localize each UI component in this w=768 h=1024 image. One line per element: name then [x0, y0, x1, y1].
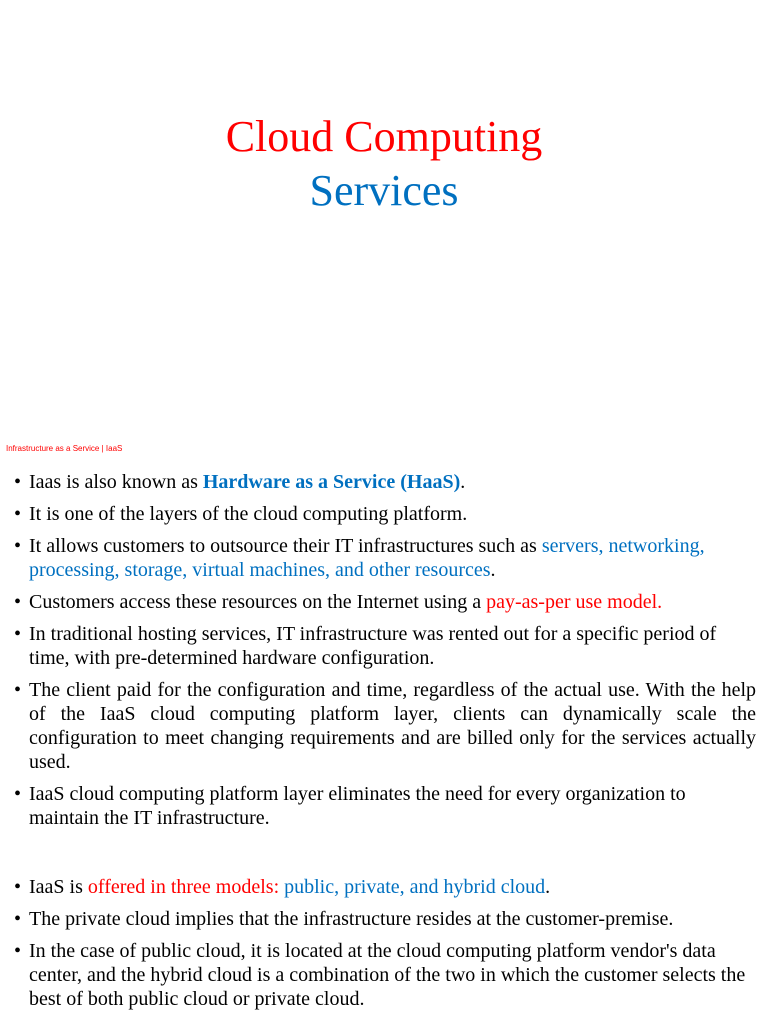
list-item — [14, 875, 756, 899]
bullet-highlight: Hardware as a Service (HaaS) — [202, 471, 461, 493]
list-item — [14, 502, 756, 526]
list-item — [14, 622, 756, 670]
bullet-text: It is one of the layers of the cloud computing platform. — [29, 503, 468, 525]
bullet-text-end: . — [460, 471, 466, 493]
bullet-marker: • — [14, 940, 22, 962]
list-item — [14, 590, 756, 614]
bullet-text-end: . — [545, 876, 551, 898]
bullet-highlight: pay-as-per use model. — [486, 591, 663, 613]
iaas-bullet-list — [14, 470, 756, 838]
bullet-marker: • — [14, 471, 22, 493]
bullet-text: It allows customers to outsource their IT infrastructures such as — [29, 535, 542, 557]
bullet-text: The client paid for the configuration and time, regardless of the actual use. With the help of the IaaS cloud computing platform layer, clients can dynamically scale the configuration to meet changing requirements and are billed only for the services actually used. — [29, 679, 756, 773]
bullet-marker: • — [14, 535, 22, 557]
bullet-marker: • — [14, 783, 22, 805]
bullet-marker: • — [14, 679, 22, 701]
list-item — [14, 907, 756, 931]
bullet-highlight-red: offered in three models: — [87, 876, 285, 898]
page-title-line-2: Services — [309, 166, 459, 215]
bullet-text: Customers access these resources on the Internet using a — [29, 591, 487, 613]
bullet-text: IaaS is — [29, 876, 88, 898]
iaas-models-bullet-list — [14, 875, 756, 1019]
list-item — [14, 534, 756, 582]
bullet-text: The private cloud implies that the infrastructure resides at the customer-premise. — [29, 908, 674, 930]
list-item — [14, 470, 756, 494]
list-item — [14, 782, 756, 830]
page-title — [0, 110, 768, 218]
bullet-text: In traditional hosting services, IT infrastructure was rented out for a specific period of time, with pre-determined hardware configuration. — [29, 623, 717, 669]
bullet-text: In the case of public cloud, it is located at the cloud computing platform vendor's data center, and the hybrid cloud is a combination of the two in which the customer selects the best of both public cloud or private cloud. — [29, 940, 746, 1010]
section-label: Infrastructure as a Service | IaaS — [6, 444, 123, 453]
bullet-text-end: . — [490, 559, 496, 581]
bullet-highlight-blue: public, private, and hybrid cloud — [284, 876, 546, 898]
bullet-marker: • — [14, 623, 22, 645]
bullet-highlight: servers, networking, processing, storage, virtual machines, and other resources — [29, 535, 705, 581]
bullet-marker: • — [14, 503, 22, 525]
list-item — [14, 678, 756, 774]
page-title-line-1: Cloud Computing — [225, 112, 543, 161]
bullet-text: IaaS cloud computing platform layer eliminates the need for every organization to maintain the IT infrastructure. — [29, 783, 686, 829]
bullet-marker: • — [14, 591, 22, 613]
list-item — [14, 939, 756, 1011]
bullet-text: Iaas is also known as — [29, 471, 203, 493]
bullet-marker: • — [14, 908, 22, 930]
bullet-marker: • — [14, 876, 22, 898]
